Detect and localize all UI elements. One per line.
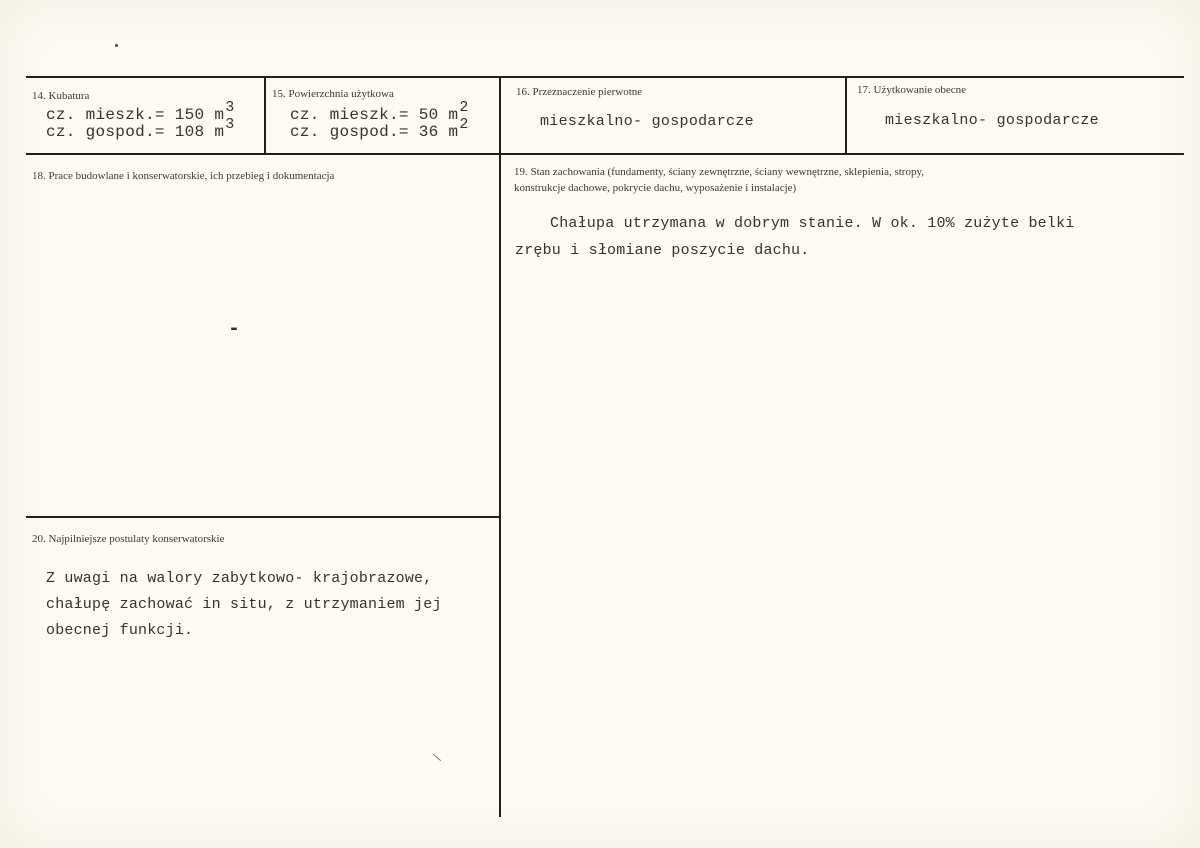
row1-bottom-rule [26, 153, 1184, 155]
field-20-text [46, 566, 442, 644]
field-19-text-line-1: Chałupa utrzymana w dobrym stanie. W ok. 10% zużyte belki [550, 215, 1075, 232]
field-19-label-line-2: konstrukcje dachowe, pokrycie dachu, wyposażenie i instalacje) [514, 182, 797, 194]
top-rule [26, 76, 1184, 78]
field-14-value-1-text: cz. mieszk.= 150 m [46, 106, 225, 124]
divider-18-20 [26, 516, 500, 518]
field-15-value-1 [290, 99, 469, 124]
field-14-value-2 [46, 116, 235, 141]
field-20-text-line-2: chałupę zachować in situ, z utrzymaniem jej [46, 596, 442, 613]
field-20-text-line-3: obecnej funkcji. [46, 622, 194, 639]
field-15-label: 15. Powierzchnia użytkowa [272, 88, 394, 100]
cubic-unit-1: 3 [225, 99, 235, 116]
divider-16-17 [845, 77, 847, 154]
field-20-text-line-1: Z uwagi na walory zabytkowo- krajobrazowe, [46, 570, 433, 587]
cubic-unit-2: 3 [225, 116, 235, 133]
field-14-value-1 [46, 99, 235, 124]
divider-14-15 [264, 77, 266, 154]
field-14-label: 14. Kubatura [32, 90, 90, 102]
field-19-label-line-1: 19. Stan zachowania (fundamenty, ściany zewnętrzne, ściany wewnętrzne, sklepienia, stropy, [514, 166, 925, 178]
field-15-value-2 [290, 116, 469, 141]
field-15-value-2-text: cz. gospod.= 36 m [290, 123, 459, 141]
field-19-text [515, 210, 1075, 264]
field-17-value: mieszkalno- gospodarcze [885, 112, 1099, 129]
ink-tick [433, 754, 441, 761]
square-unit-1: 2 [459, 99, 469, 116]
field-16-value: mieszkalno- gospodarcze [540, 113, 754, 130]
square-unit-2: 2 [459, 116, 469, 133]
field-19-text-line-2: zrębu i słomiane poszycie dachu. [515, 242, 810, 259]
divider-15-16 [499, 77, 501, 817]
field-14-value-2-text: cz. gospod.= 108 m [46, 123, 225, 141]
ink-dot [115, 44, 118, 47]
field-16-label: 16. Przeznaczenie pierwotne [516, 86, 643, 98]
field-18-value: - [228, 318, 241, 341]
field-15-value-1-text: cz. mieszk.= 50 m [290, 106, 459, 124]
field-17-label: 17. Użytkowanie obecne [857, 84, 967, 96]
field-18-label: 18. Prace budowlane i konserwatorskie, ich przebieg i dokumentacja [32, 170, 335, 182]
field-20-label: 20. Najpilniejsze postulaty konserwatorskie [32, 533, 225, 545]
